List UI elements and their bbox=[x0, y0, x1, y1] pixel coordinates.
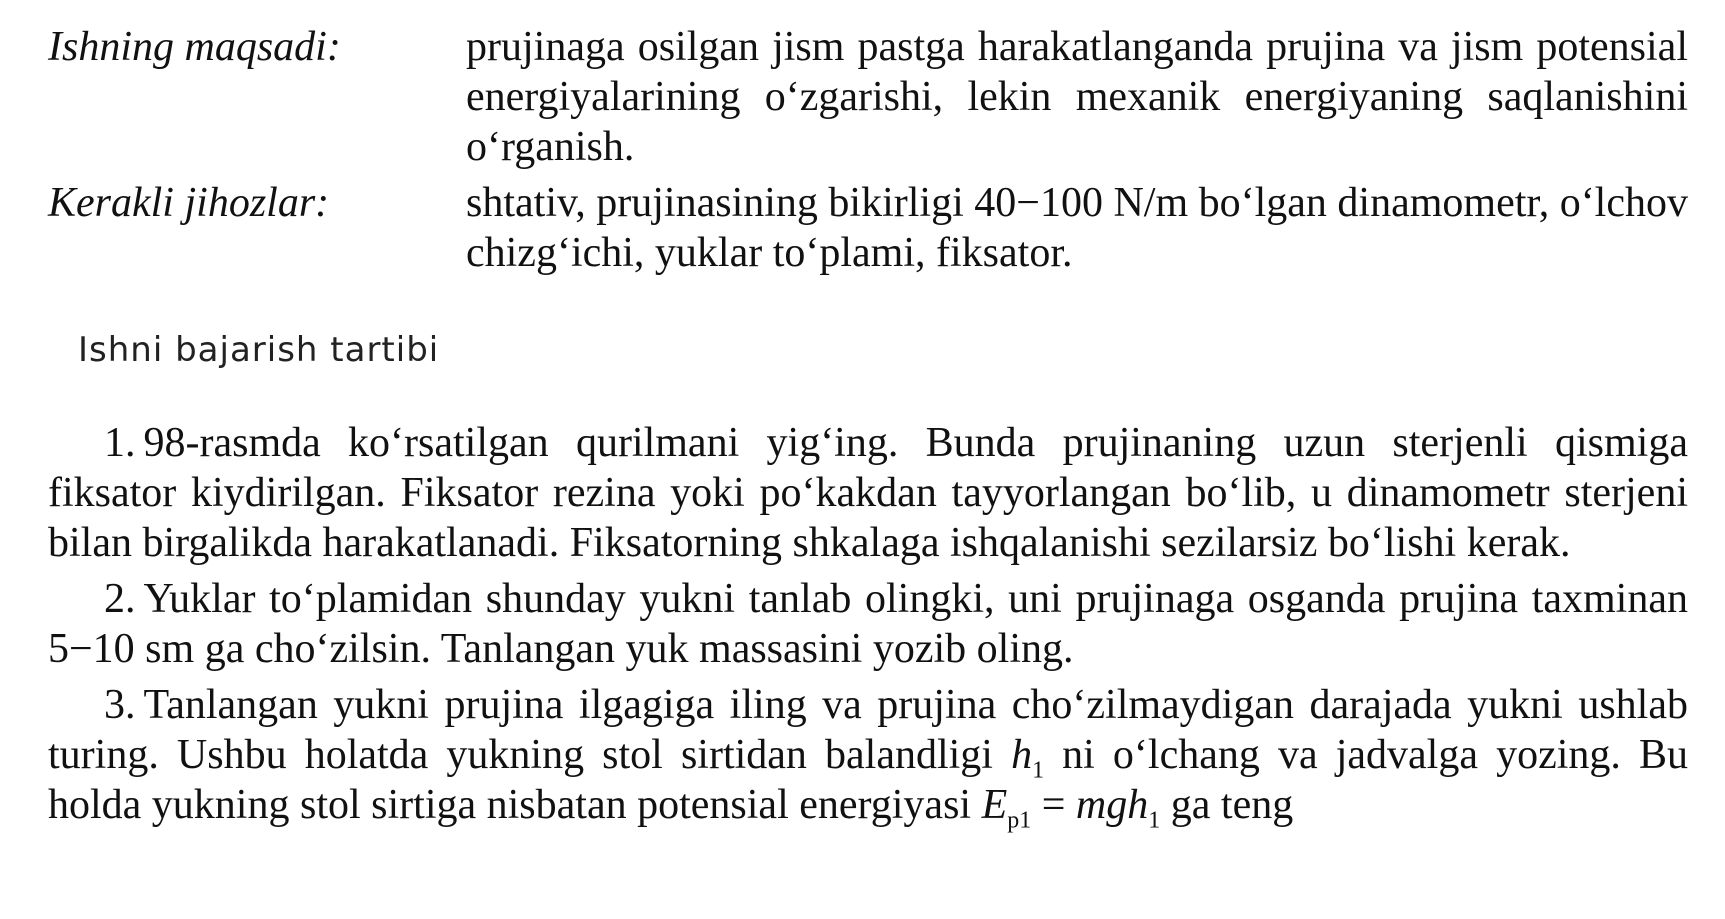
goal-text: prujinaga osilgan jism pastga harakatlanganda prujina va jism potensial energiyalarining o‘zgarishi, lekin mexanik energiyaning saqlanishini o‘rganish. bbox=[466, 24, 1688, 170]
step-number: 2. bbox=[104, 576, 136, 622]
step-3 bbox=[48, 680, 1688, 834]
header-block bbox=[48, 22, 1688, 278]
step-text-part-c: ga teng bbox=[1160, 782, 1294, 828]
step-1 bbox=[48, 418, 1688, 568]
height-variable: $h_1$ bbox=[1011, 732, 1045, 784]
step-text-part-a: Tanlangan yukni prujina ilgagiga iling va prujina cho‘zilmaydigan darajada yukni ushlab turing. Ushbu holatda yukning stol sirtidan balandligi bbox=[48, 682, 1688, 778]
steps-list bbox=[48, 418, 1688, 836]
equipment-text: shtativ, prujinasining bikirligi 40−100 N/m bo‘lgan dinamometr, o‘lchov chizg‘ichi, yuklar to‘plami, fiksator. bbox=[466, 180, 1688, 276]
step-text-part-b: ni o‘lchang va jadvalga yozing. Bu holda yukning stol sirtiga nisbatan potensial energiyasi bbox=[48, 732, 1688, 828]
section-title: Ishni bajarish tartibi bbox=[78, 330, 440, 370]
goal-row bbox=[48, 22, 1688, 172]
energy-variable: $E_{p1}$ bbox=[981, 782, 1032, 834]
step-number: 3. bbox=[104, 682, 136, 728]
step-number: 1. bbox=[104, 420, 136, 466]
equipment-row bbox=[48, 178, 1688, 278]
equals-sign: = bbox=[1031, 782, 1076, 828]
equipment-label: Kerakli jihozlar: bbox=[48, 180, 330, 226]
step-text: 98-rasmda ko‘rsatilgan qurilmani yig‘ing. Bunda prujinaning uzun sterjenli qismiga fiksator kiydirilgan. Fiksator rezina yoki po‘kakdan tayyorlangan bo‘lib, u dinamometr sterjeni bilan birgalikda harakatlanadi. Fiksatorning shkalaga ishqalanishi sezilarsiz bo‘lishi kerak. bbox=[48, 420, 1688, 566]
step-text: Yuklar to‘plamidan shunday yukni tanlab olingki, uni prujinaga osganda prujina taxminan 5−10 sm ga cho‘zilsin. Tanlangan yuk massasini yozib oling. bbox=[48, 576, 1688, 672]
step-2 bbox=[48, 574, 1688, 674]
energy-formula: mgh$_1$ bbox=[1075, 782, 1161, 834]
goal-label: Ishning maqsadi: bbox=[48, 24, 341, 70]
